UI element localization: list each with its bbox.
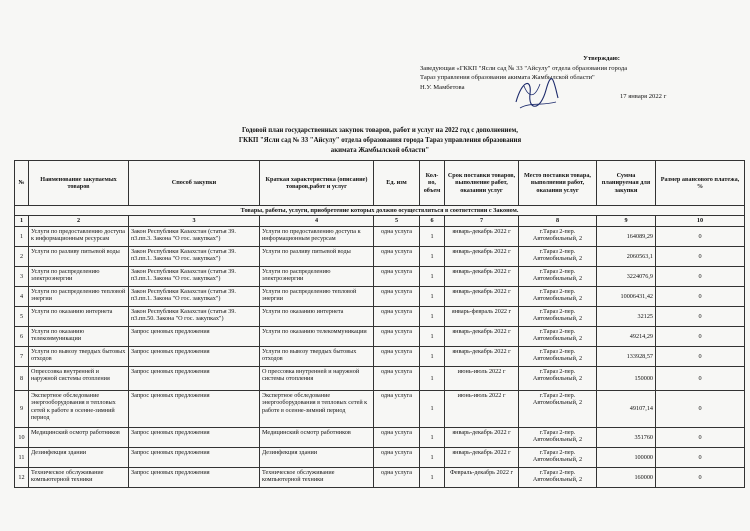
header-cell: Место поставки товара, выполнения работ, оказания услуг [519,161,597,206]
table-cell: г.Тараз 2-пер. Автомобильный, 2 [519,306,597,326]
header-cell: Ед. изм [374,161,420,206]
table-cell: январь-декабрь 2022 г [445,226,519,246]
table-cell: 1 [420,447,445,467]
header-cell: № [15,161,29,206]
section-title: Товары, работы, услуги, приобретение которых должно осуществляться в соответствии с Законом. [15,206,745,216]
approval-line-2: Тараз управления образования акимата Жамбылской области" [420,74,595,82]
table-cell: Услуги по предоставлению доступа к информационным ресурсам [29,226,129,246]
table-cell: 1 [420,326,445,346]
column-number: 1 [15,216,29,226]
table-cell: 0 [656,266,745,286]
table-row [15,390,745,427]
table-cell: 1 [420,346,445,366]
section-row [15,206,745,216]
table-cell: январь-декабрь 2022 г [445,246,519,266]
table-cell: Услуги по распределению электроэнергии [29,266,129,286]
column-number-row [15,216,745,226]
table-cell: Закон Республики Казахстан (статья 39. п3.пп.50. Закона "О гос. закупках") [129,306,260,326]
table-cell: одна услуга [374,266,420,286]
table-row [15,427,745,447]
table-cell: 1 [15,226,29,246]
table-cell: г.Тараз 2-пер. Автомобильный, 2 [519,246,597,266]
table-cell: г.Тараз 2-пер. Автомобильный, 2 [519,366,597,390]
table-row [15,306,745,326]
table-cell: Услуги по вывозу твердых бытовых отходов [260,346,374,366]
table-cell: Запрос ценовых предложения [129,346,260,366]
table-cell: 2060563,1 [597,246,656,266]
heading-line-3: акимата Жамбылской области" [330,147,430,154]
table-cell: одна услуга [374,427,420,447]
table-cell: 160000 [597,467,656,487]
table-row [15,467,745,487]
table-cell: 1 [420,286,445,306]
table-cell: г.Тараз 2-пер. Автомобильный, 2 [519,326,597,346]
table-cell: 0 [656,326,745,346]
table-row [15,366,745,390]
table-cell: одна услуга [374,226,420,246]
table-cell: 8 [15,366,29,390]
table-cell: январь-декабрь 2022 г [445,286,519,306]
table-cell: 2 [15,246,29,266]
header-cell: Срок поставки товаров, выполнение работ, оказании услуг [445,161,519,206]
table-cell: Услуги по предоставлению доступа к информационным ресурсам [260,226,374,246]
table-cell: 0 [656,286,745,306]
table-cell: январь-декабрь 2022 г [445,346,519,366]
table-cell: 0 [656,246,745,266]
table-cell: 5 [15,306,29,326]
table-cell: 0 [656,390,745,427]
column-number: 4 [260,216,374,226]
header-cell: Размер авансового платежа, % [656,161,745,206]
table-cell: Закон Республики Казахстан (статья 39. п3.пп.1. Закона "О гос. закупках") [129,266,260,286]
table-cell: Услуги по распределению электроэнергии [260,266,374,286]
table-cell: 0 [656,306,745,326]
table-cell: 49214,29 [597,326,656,346]
table-cell: г.Тараз 2-пер. Автомобильный, 2 [519,447,597,467]
approval-block [420,54,740,102]
table-cell: 9 [15,390,29,427]
column-number: 2 [29,216,129,226]
table-cell: одна услуга [374,346,420,366]
header-cell: Кол-во, объем [420,161,445,206]
header-cell: Способ закупки [129,161,260,206]
header-cell: Краткая характеристика (описание) товаров,работ и услуг [260,161,374,206]
approval-signer: Н.У. Мамбетова [420,83,465,91]
table-cell: Дезинфекция здании [260,447,374,467]
header-row [15,161,745,206]
table-cell: 1 [420,266,445,286]
table-cell: одна услуга [374,326,420,346]
table-cell: Услуги по распределению тепловой энергии [29,286,129,306]
table-cell: 1 [420,366,445,390]
approval-title: Утверждаю: [583,55,620,62]
table-cell: 11 [15,447,29,467]
table-cell: 12 [15,467,29,487]
table-cell: Техническое обслуживание компьютерной техники [260,467,374,487]
table-cell: Услуги по оказанию интернета [260,306,374,326]
table-cell: Закон Республики Казахстан (статья 39. п3.пп.3. Закона "О гос. закупках") [129,226,260,246]
table-cell: одна услуга [374,366,420,390]
approval-line-1: Заведующая «ГККП "Ясли сад № 33 "Айсулу" отдела образования города [420,64,628,72]
table-cell: Закон Республики Казахстан (статья 39. п3.пп.1. Закона "О гос. закупках") [129,286,260,306]
table-cell: Февраль-декабрь 2022 г [445,467,519,487]
table-cell: 1 [420,390,445,427]
header-cell: Сумма планируемая для закупки [597,161,656,206]
table-cell: 164089,29 [597,226,656,246]
table-cell: г.Тараз 2-пер. Автомобильный, 2 [519,226,597,246]
column-number: 9 [597,216,656,226]
table-cell: Экспертное обследование энергооборудования в тепловых сетей к работе в осенне-зимний период [29,390,129,427]
column-number: 6 [420,216,445,226]
table-cell: январь-декабрь 2022 г [445,447,519,467]
table-cell: 133928,57 [597,346,656,366]
table-row [15,246,745,266]
table-cell: 4 [15,286,29,306]
table-row [15,226,745,246]
approval-date: 17 января 2022 г [620,93,667,101]
table-cell: Опрессовка внутренней и наружной системы отопления [29,366,129,390]
table-cell: Запрос ценовых предложения [129,427,260,447]
table-cell: Услуги по разливу питьевой воды [260,246,374,266]
table-cell: 0 [656,467,745,487]
table-cell: Услуги по оказанию интернета [29,306,129,326]
table-cell: 0 [656,427,745,447]
table-cell: 1 [420,306,445,326]
table-cell: Техническое обслуживание компьютерной техники [29,467,129,487]
table-cell: Услуги по разливу питьевой воды [29,246,129,266]
table-cell: Услуги по распределению тепловой энергии [260,286,374,306]
table-row [15,447,745,467]
table-cell: г.Тараз 2-пер. Автомобильный, 2 [519,467,597,487]
heading-line-1: Годовой план государственных закупок товаров, работ и услуг на 2022 год с дополнением, [242,127,518,134]
table-row [15,346,745,366]
table-cell: январь-декабрь 2022 г [445,326,519,346]
heading-line-2: ГККП "Ясли сад № 33 "Айсулу" отдела образования города Тараз управления образования [238,137,522,144]
table-cell: 49107,14 [597,390,656,427]
table-cell: Медицинский осмотр работников [260,427,374,447]
table-cell: 0 [656,447,745,467]
table-cell: Запрос ценовых предложения [129,326,260,346]
table-cell: 1 [420,467,445,487]
column-number: 7 [445,216,519,226]
table-cell: одна услуга [374,447,420,467]
column-number: 5 [374,216,420,226]
table-cell: январь-февраль 2022 г [445,306,519,326]
table-cell: 1 [420,226,445,246]
column-number: 10 [656,216,745,226]
table-cell: Запрос ценовых предложения [129,390,260,427]
table-cell: одна услуга [374,306,420,326]
procurement-plan-table [14,160,745,488]
table-row [15,266,745,286]
table-cell: 7 [15,346,29,366]
table-cell: г.Тараз 2-пер. Автомобильный, 2 [519,390,597,427]
table-cell: 351760 [597,427,656,447]
table-cell: 0 [656,366,745,390]
table-cell: 100000 [597,447,656,467]
table-cell: июнь-июль 2022 г [445,366,519,390]
table-cell: Услуги по оказанию телекоммуникации [260,326,374,346]
table-cell: г.Тараз 2-пер. Автомобильный, 2 [519,286,597,306]
column-number: 8 [519,216,597,226]
signature-image [510,72,562,118]
table-cell: 10006431,42 [597,286,656,306]
table-cell: одна услуга [374,286,420,306]
table-cell: 10 [15,427,29,447]
table-cell: 3 [15,266,29,286]
table-cell: 32125 [597,306,656,326]
table-cell: январь-декабрь 2022 г [445,266,519,286]
table-cell: 150000 [597,366,656,390]
table-cell: январь-декабрь 2022 г [445,427,519,447]
table-cell: Закон Республики Казахстан (статья 39. п3.пп.1. Закона "О гос. закупках") [129,246,260,266]
table-cell: г.Тараз 2-пер. Автомобильный, 2 [519,427,597,447]
table-cell: Запрос ценовых предложения [129,467,260,487]
table-cell: Запрос ценовых предложения [129,447,260,467]
table-cell: О прессовка внутренней и наружной системы отопления [260,366,374,390]
table-cell: 1 [420,246,445,266]
table-cell: одна услуга [374,246,420,266]
table-cell: г.Тараз 2-пер. Автомобильный, 2 [519,266,597,286]
table-cell: Дезинфекция здании [29,447,129,467]
document-heading [150,126,610,156]
table-cell: 6 [15,326,29,346]
table-cell: 1 [420,427,445,447]
header-cell: Наименование закупаемых товаров [29,161,129,206]
table-cell: Услуги по вывозу твердых бытовых отходов [29,346,129,366]
table-cell: Экспертное обследование энергооборудования в тепловых сетей к работе в осенне-зимний период [260,390,374,427]
column-number: 3 [129,216,260,226]
table-cell: 0 [656,346,745,366]
table-cell: июнь-июль 2022 г [445,390,519,427]
table-row [15,286,745,306]
table-cell: Запрос ценовых предложения [129,366,260,390]
table-cell: 3224076,9 [597,266,656,286]
table-cell: Услуги по оказанию телекоммуникации [29,326,129,346]
table-cell: 0 [656,226,745,246]
table-cell: Медицинский осмотр работников [29,427,129,447]
table-cell: одна услуга [374,390,420,427]
table-cell: г.Тараз 2-пер. Автомобильный, 2 [519,346,597,366]
table-cell: одна услуга [374,467,420,487]
table-row [15,326,745,346]
